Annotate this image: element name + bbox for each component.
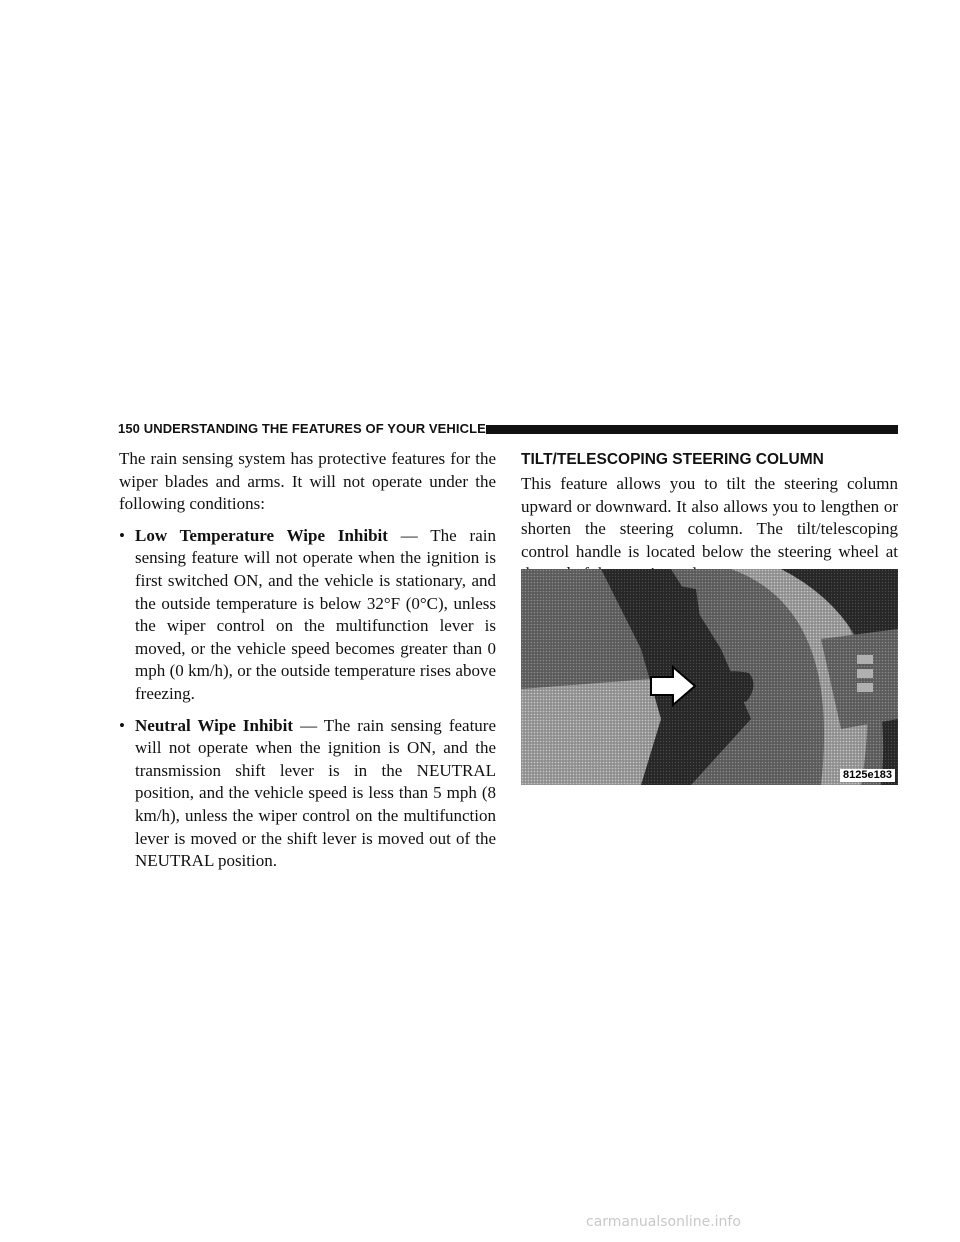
right-column	[521, 450, 898, 586]
bullet-term: Low Temperature Wipe Inhibit	[135, 525, 388, 545]
figure-code: 8125e183	[840, 769, 895, 782]
bullet-text: — The rain sensing feature will not operate when the ignition is ON, and the transmission shift lever is in the NEUTRAL position, and the vehicle speed is less than 5 mph (8 km/h), unless the wiper control on the multifunction lever is moved or the shift lever is moved out of the NEUTRAL position.	[135, 715, 497, 871]
steering-column-illustration	[521, 569, 898, 785]
bullet-text: — The rain sensing feature will not operate when the ignition is first switched ON, and the vehicle is stationary, and the outside temperature is below 32°F (0°C), unless the wiper control on the multifunction lever is moved, or the vehicle speed becomes greater than 0 mph (0 km/h), or the outside temperature rises above freezing.	[135, 525, 496, 703]
bullet-item-low-temperature	[119, 525, 496, 706]
section-title: TILT/TELESCOPING STEERING COLUMN	[521, 451, 824, 468]
bullet-item-neutral	[119, 715, 496, 873]
bullet-icon: •	[119, 525, 125, 545]
header-title: UNDERSTANDING THE FEATURES OF YOUR VEHICLE	[143, 421, 486, 436]
intro-paragraph: The rain sensing system has protective features for the wiper blades and arms. It will not operate under the following conditions:	[119, 449, 496, 514]
bullet-term: Neutral Wipe Inhibit	[135, 715, 294, 735]
bullet-icon: •	[119, 715, 125, 735]
page-header-text	[118, 421, 486, 437]
left-column	[119, 448, 496, 882]
header-rule	[486, 425, 898, 434]
steering-column-figure	[521, 569, 898, 785]
page-header	[118, 421, 898, 437]
page-number: 150	[118, 421, 140, 436]
section-body: This feature allows you to tilt the steering column upward or downward. It also allows you to lengthen or shorten the steering column. The tilt/telescoping control handle is located below the steering wheel at	[521, 474, 898, 561]
watermark: carmanualsonline.info	[586, 1214, 741, 1230]
